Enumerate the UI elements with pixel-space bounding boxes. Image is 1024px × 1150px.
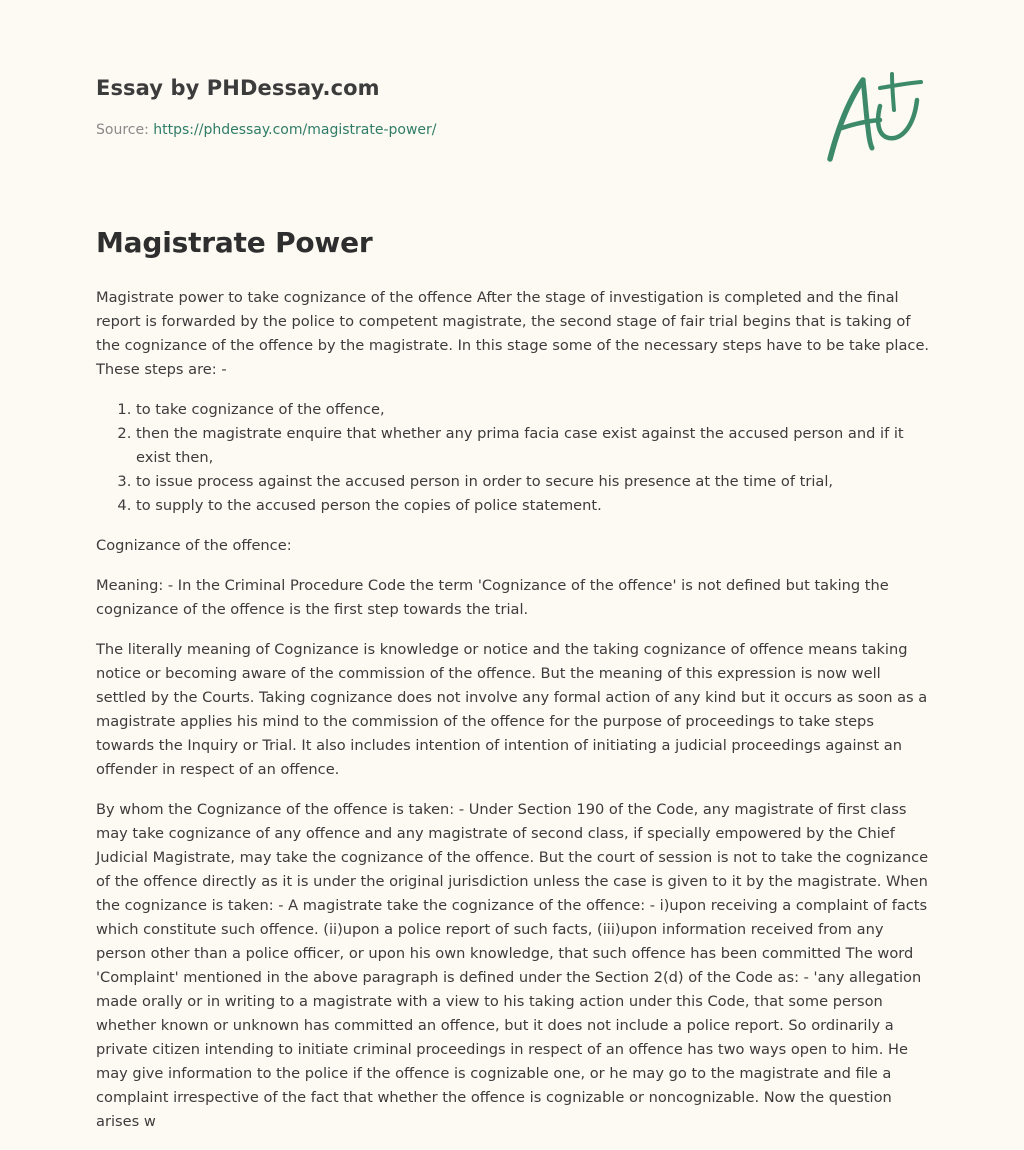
list-item: 2. then the magistrate enquire that whether any prima facia case exist against the accused person and if it exist then, (136, 422, 932, 470)
steps-list (96, 398, 932, 518)
source-link[interactable]: https://phdessay.com/magistrate-power/ (153, 122, 437, 138)
list-item: 1. to take cognizance of the offence, (136, 398, 932, 422)
essay-title: Magistrate Power (96, 226, 373, 259)
intro-paragraph: Magistrate power to take cognizance of the offence After the stage of investigation is completed and the final report is forwarded by the police to competent magistrate, the second stage of fair trial begins that is taking of the cognizance of the offence by the magistrate. In this stage some of the necessary steps have to be take place. These steps are: - (96, 289, 930, 378)
page-header (96, 76, 736, 138)
section-heading: Cognizance of the offence: (96, 537, 292, 554)
a-plus-logo-icon (822, 66, 928, 164)
list-item: 3. to issue process against the accused person in order to secure his presence at the time of trial, (136, 470, 932, 494)
list-item: 4. to supply to the accused person the copies of police statement. (136, 494, 932, 518)
site-brand: Essay by PHDessay.com (96, 76, 380, 100)
meaning-paragraph: Meaning: - In the Criminal Procedure Code the term 'Cognizance of the offence' is not defined but taking the cognizance of the offence is the first step towards the trial. (96, 577, 889, 618)
essay-body (96, 286, 932, 1150)
by-whom-paragraph: By whom the Cognizance of the offence is taken: - Under Section 190 of the Code, any magistrate of first class may take cognizance of any offence and any magistrate of second class, if specially empowered by the Chief Judicial Magistrate, may take the cognizance of the offence. But the court of session is not to take the cognizance of the offence directly as it is under the original jurisdiction unless the case is given to it by the magistrate. When the cognizance is taken: - A magistrate take the cognizance of the offence: - i)upon receiving a complaint of facts which constitute such offence. (ii)upon a police report of such facts, (iii)upon information received from any person other than a police officer, or upon his own knowledge, that such offence has been committed The word 'Complaint' mentioned in the above paragraph is defined under the Section 2(d) of the Code as: - 'any allegation made orally or in writing to a magistrate with a view to his taking action under this Code, that some person whether known or unknown has committed an offence, but it does not include a police report. So ordinarily a private citizen intending to initiate criminal proceedings in respect of an offence has two ways open to him. He may give information to the police if the offence is cognizable one, or he may go to the magistrate and file a complaint irrespective of the fact that whether the offence is cognizable or noncognizable. Now the question arises w (96, 801, 929, 1130)
literal-meaning-paragraph: The literally meaning of Cognizance is knowledge or notice and the taking cognizance of offence means taking notice or becoming aware of the commission of the offence. But the meaning of this expression is now well settled by the Courts. Taking cognizance does not involve any formal action of any kind but it occurs as soon as a magistrate applies his mind to the commission of the offence for the purpose of proceedings to take steps towards the Inquiry or Trial. It also includes intention of intention of initiating a judicial proceedings against an offender in respect of an offence. (96, 641, 928, 778)
source-label: Source: (96, 122, 149, 138)
source-line (96, 122, 736, 138)
